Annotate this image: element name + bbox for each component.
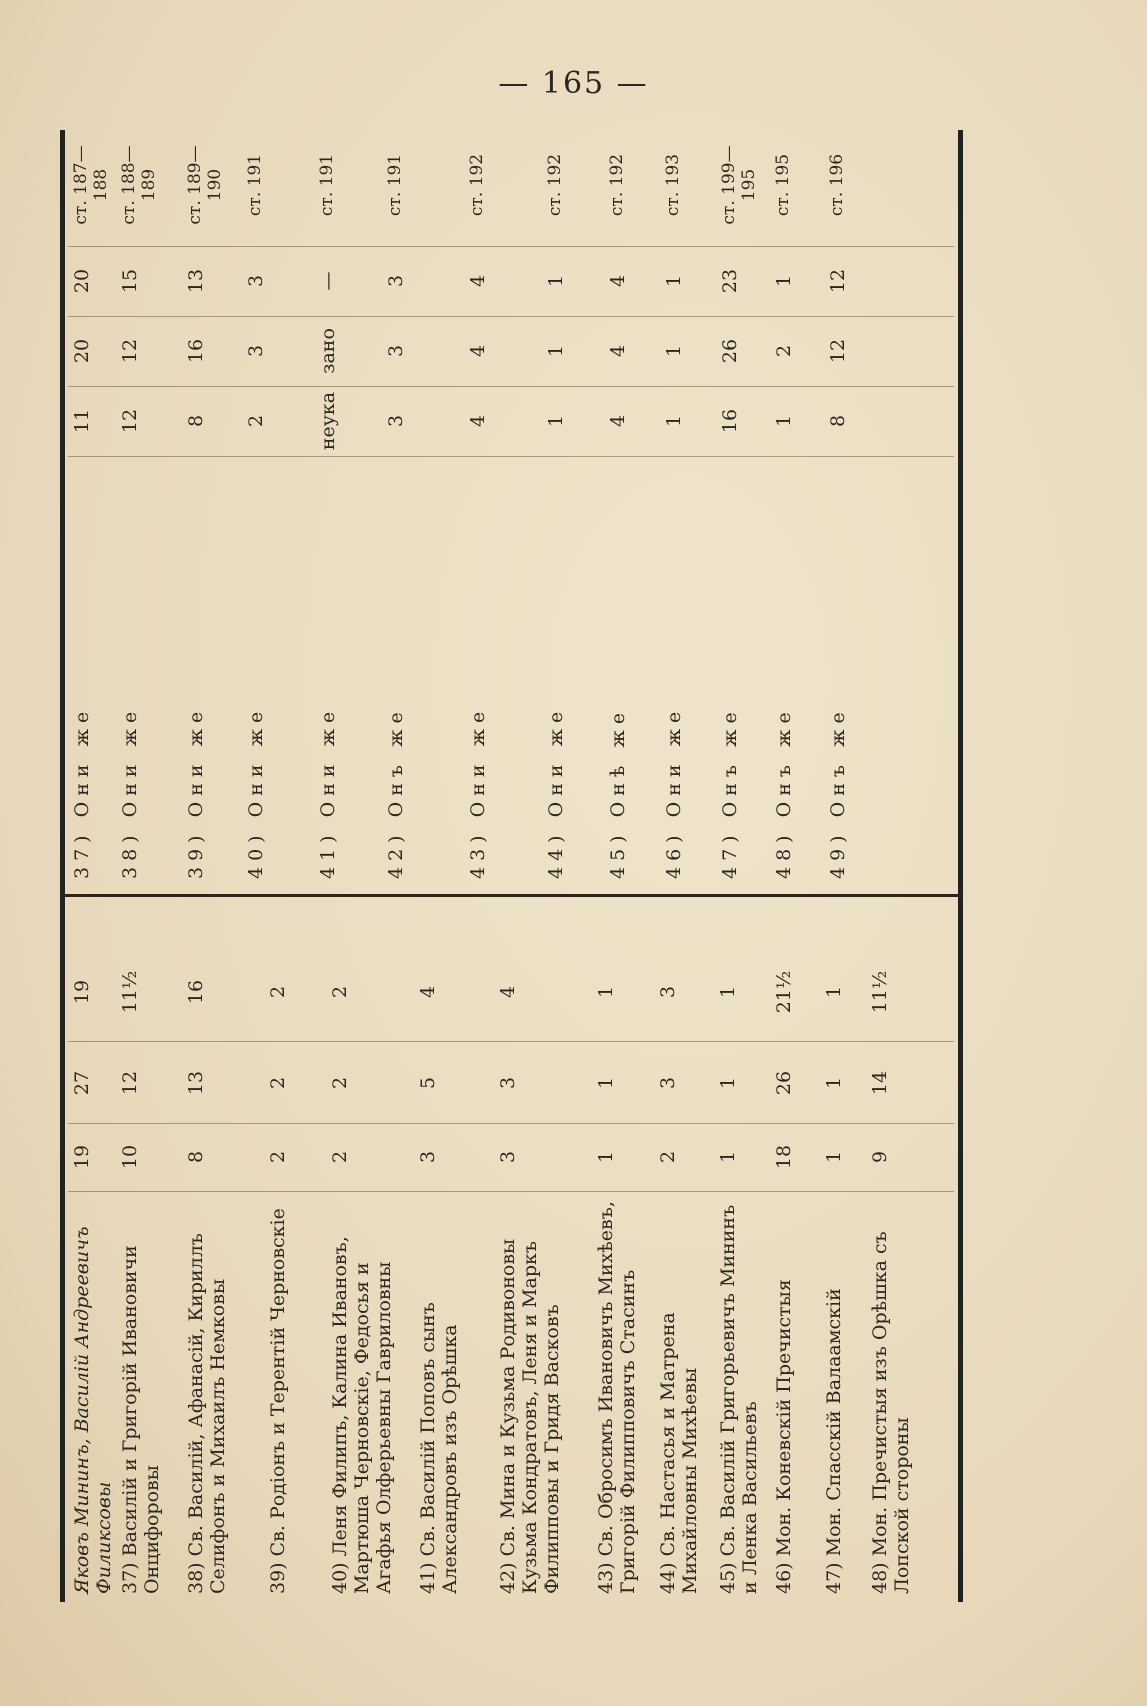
- right-table: [68, 130, 954, 887]
- cell-value: 1: [545, 274, 567, 288]
- cell-value: 1: [663, 344, 685, 358]
- cell-value: 1: [823, 985, 845, 999]
- cell-value: 8: [185, 1150, 207, 1164]
- reference: ст. 191: [317, 153, 337, 217]
- cell-value: неука: [317, 391, 339, 451]
- cell-value: 3: [657, 1076, 679, 1090]
- row-name: 38) Св. Василій, Афанасій, Кириллъ Селифонъ и Михаилъ Немковы: [185, 1233, 229, 1594]
- cell-value: 3: [497, 1150, 519, 1164]
- cell-value: 12: [119, 408, 141, 434]
- cell-value: 4: [467, 274, 489, 288]
- cell-value: 1: [773, 274, 795, 288]
- cell-value: 19: [71, 979, 93, 1005]
- reference: ст. 188—189: [119, 145, 159, 225]
- cell-value: 3: [385, 344, 407, 358]
- cell-value: 16: [719, 408, 741, 434]
- row-name: 37) Они же: [71, 705, 93, 879]
- row-name: 46) Мон. Коневскій Пречистыя: [773, 1279, 795, 1594]
- row-name: 41) Они же: [317, 705, 339, 879]
- right-col-line-3: [68, 316, 954, 317]
- row-name: 44) Они же: [545, 705, 567, 879]
- cell-value: 18: [773, 1144, 795, 1170]
- cell-value: 2: [329, 1076, 351, 1090]
- cell-value: 4: [607, 344, 629, 358]
- cell-value: 4: [607, 414, 629, 428]
- cell-value: 16: [185, 979, 207, 1005]
- cell-value: 9: [869, 1150, 891, 1164]
- cell-value: 19: [71, 1144, 93, 1170]
- cell-value: зано: [317, 328, 339, 374]
- left-col-line-2: [68, 1123, 954, 1124]
- row-name: 42) Онъ же: [385, 706, 407, 879]
- row-name: 47) Мон. Спасскій Валаамскій: [823, 1288, 845, 1594]
- cell-value: 1: [595, 985, 617, 999]
- cell-value: 8: [827, 414, 849, 428]
- page-number: — 165 —: [498, 66, 649, 101]
- cell-value: 27: [71, 1070, 93, 1096]
- cell-value: 23: [719, 268, 741, 294]
- row-name: 39) Они же: [185, 705, 207, 879]
- cell-value: 12: [827, 268, 849, 294]
- row-name: 44) Св. Настасья и Матрена Михайловны Михѣевы: [657, 1312, 701, 1594]
- cell-value: 20: [71, 338, 93, 364]
- cell-value: 4: [467, 414, 489, 428]
- row-name: 45) Онѣ же: [607, 706, 629, 879]
- reference: ст. 192: [607, 153, 627, 217]
- cell-value: 13: [185, 1070, 207, 1096]
- cell-value: 1: [717, 1076, 739, 1090]
- table-top-rule: [60, 130, 65, 1602]
- table-center-divider: [60, 894, 963, 897]
- row-name: 45) Св. Василій Григорьевичъ Мининъ и Ленка Васильевъ: [717, 1204, 761, 1594]
- reference: ст. 196: [827, 153, 847, 217]
- cell-value: 1: [595, 1150, 617, 1164]
- left-col-line-1: [68, 1191, 954, 1192]
- reference: ст. 191: [385, 153, 405, 217]
- cell-value: 3: [497, 1076, 519, 1090]
- cell-value: 12: [119, 338, 141, 364]
- rotated-table: [60, 130, 965, 1602]
- cell-value: 1: [717, 985, 739, 999]
- row-name: 41) Св. Василій Поповъ сынъ Александровъ изъ Орѣшка: [417, 1302, 461, 1594]
- row-name: 43) Св. Обросимъ Ивановичъ Михѣевъ, Григорій Филипповичъ Стасинъ: [595, 1201, 639, 1594]
- cell-value: 20: [71, 268, 93, 294]
- cell-value: 3: [385, 414, 407, 428]
- cell-value: 2: [657, 1150, 679, 1164]
- right-col-line-1: [68, 456, 954, 457]
- row-name: 39) Св. Родіонъ и Терентій Черновскіе: [267, 1208, 289, 1594]
- cell-value: 3: [657, 985, 679, 999]
- cell-value: 1: [545, 344, 567, 358]
- cell-value: 11½: [869, 970, 891, 1014]
- cell-value: 11: [71, 408, 93, 434]
- cell-value: 2: [245, 414, 267, 428]
- cell-value: 1: [545, 414, 567, 428]
- left-table: [68, 902, 954, 1602]
- cell-value: 4: [607, 274, 629, 288]
- cell-value: 4: [417, 985, 439, 999]
- cell-value: 4: [467, 344, 489, 358]
- row-name: 48) Онъ же: [773, 706, 795, 879]
- row-name: 40) Они же: [245, 705, 267, 879]
- row-name: Яковъ Мининъ, Василій Андреевичъ Филиксовы: [71, 1226, 115, 1594]
- reference: ст. 189—190: [185, 145, 225, 225]
- cell-value: 2: [329, 1150, 351, 1164]
- cell-value: 1: [823, 1150, 845, 1164]
- cell-value: 3: [385, 274, 407, 288]
- cell-value: 26: [773, 1070, 795, 1096]
- cell-value: 1: [717, 1150, 739, 1164]
- reference: ст. 199—195: [719, 145, 759, 225]
- cell-value: 1: [663, 274, 685, 288]
- cell-value: 1: [773, 414, 795, 428]
- row-name: 37) Василій и Григорій Ивановичи Онцифоровы: [119, 1245, 163, 1594]
- row-name: 40) Леня Филипъ, Калина Ивановъ, Мартюша Черновскіе, Федосья и Агафья Олферьевны Гавриловны: [329, 1236, 395, 1594]
- cell-value: 12: [827, 338, 849, 364]
- row-name: 46) Они же: [663, 705, 685, 879]
- row-name: 42) Св. Мина и Кузьма Родивоновы Кузьма Кондратовъ, Леня и Маркъ Филипповы и Гридя Васковъ: [497, 1238, 563, 1594]
- reference: ст. 193: [663, 153, 683, 217]
- cell-value: 2: [267, 1076, 289, 1090]
- row-name: 47) Онъ же: [719, 706, 741, 879]
- cell-value: 1: [663, 414, 685, 428]
- cell-value: 15: [119, 268, 141, 294]
- right-col-line-4: [68, 246, 954, 247]
- cell-value: 8: [185, 414, 207, 428]
- right-col-line-2: [68, 386, 954, 387]
- cell-value: 12: [119, 1070, 141, 1096]
- cell-value: 3: [417, 1150, 439, 1164]
- row-name: 43) Они же: [467, 705, 489, 879]
- cell-value: 1: [823, 1076, 845, 1090]
- cell-value: —: [317, 271, 339, 291]
- cell-value: 16: [185, 338, 207, 364]
- row-name: 38) Они же: [119, 705, 141, 879]
- reference: ст. 192: [545, 153, 565, 217]
- cell-value: 2: [773, 344, 795, 358]
- reference: ст. 187—188: [71, 145, 111, 225]
- cell-value: 26: [719, 338, 741, 364]
- cell-value: 5: [417, 1076, 439, 1090]
- cell-value: 2: [267, 985, 289, 999]
- reference: ст. 192: [467, 153, 487, 217]
- row-name: 48) Мон. Пречистыя изъ Орѣшка съ Лопской стороны: [869, 1231, 913, 1594]
- left-col-line-3: [68, 1041, 954, 1042]
- cell-value: 2: [267, 1150, 289, 1164]
- cell-value: 13: [185, 268, 207, 294]
- cell-value: 2: [329, 985, 351, 999]
- cell-value: 11½: [119, 970, 141, 1014]
- cell-value: 10: [119, 1144, 141, 1170]
- cell-value: 21½: [773, 970, 795, 1014]
- reference: ст. 195: [773, 153, 793, 217]
- cell-value: 3: [245, 344, 267, 358]
- row-name: 49) Онъ же: [827, 706, 849, 879]
- cell-value: 3: [245, 274, 267, 288]
- table-bottom-rule: [958, 130, 963, 1602]
- cell-value: 1: [595, 1076, 617, 1090]
- cell-value: 14: [869, 1070, 891, 1096]
- reference: ст. 191: [245, 153, 265, 217]
- cell-value: 4: [497, 985, 519, 999]
